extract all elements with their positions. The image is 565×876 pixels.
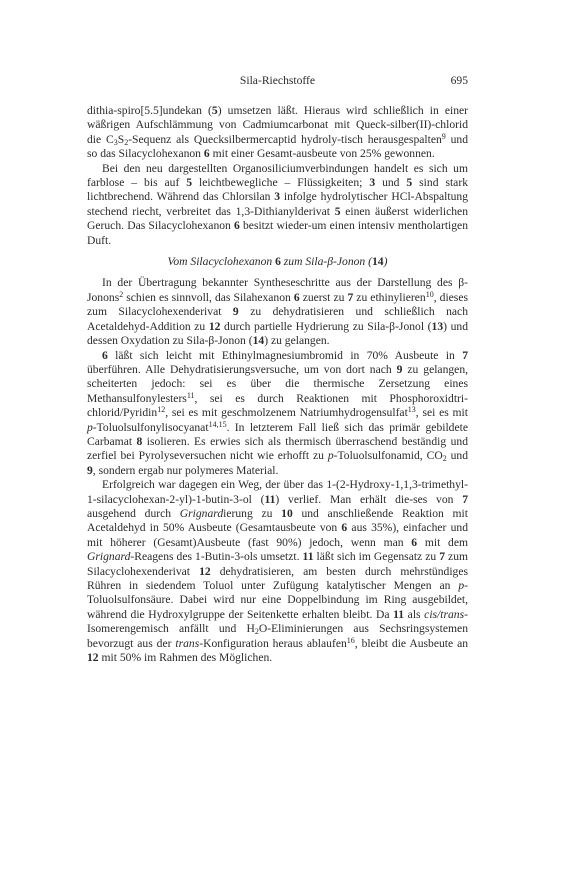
body-text bbox=[87, 104, 468, 665]
paragraph-continued: dithia-spiro[5.5]undekan (5) umsetzen läßt. Hieraus wird schließlich in einer wäßrigen Aufschlämmung von Cadmiumcarbonat mit Queck-silber(II)-chlorid die $C_3S_2$-Sequenz als Quecksilbermercaptid hydroly-tisch herausgespalten$^9$ und so das Silacyclohexanon 6 mit einer Gesamt-ausbeute von 25% gewonnen. bbox=[87, 104, 469, 161]
paragraph-successful-route: Erfolgreich war dagegen ein Weg, der über das 1-(2-Hydroxy-1,1,3-trimethyl-1-silacyclohexan-2-yl)-1-butin-3-ol (11) verlief. Man erhält die-ses von 7 ausgehend durch Grignardierung zu 10 und anschließende Reaktion mit Acetaldehyd in 50% Ausbeute (Gesamtausbeute von 6 aus 35%), einfacher und mit höherer (Gesamt)Ausbeute (fast 90%) jedoch, wenn man 6 mit dem Grignard-Reagens des 1-Butin-3-ols umsetzt. 11 läßt sich im Gegensatz zu 7 zum Silacyclohexenderivat 12 dehydratisieren, am besten durch mehrstündiges Rühren in siedendem Toluol unter Zufügung katalytischer Mengen an p-Toluolsulfonsäure. Dabei wird nur eine Doppelbindung im Ring ausgebildet, während die Hydroxylgruppe der Seitenkette erhalten bleibt. Da 11 als cis/trans-Isomerengemisch anfällt und $H_2O$-Eliminierungen aus Sechsringsystemen bevorzugt aus der trans-Konfiguration heraus ablaufen$^{16}$, bleibt die Ausbeute an 12 mit 50% im Rahmen des Möglichen. bbox=[87, 478, 469, 665]
paragraph-properties: Bei den neu dargestellten Organosiliciumverbindungen handelt es sich um farblose – bis auf 5 leichtbewegliche – Flüssigkeiten; 3 und 5 sind stark lichtbrechend. Während das Chlorsilan 3 infolge hydrolytischer HCl-Abspaltung stechend riecht, verbreitet das 1,3-Dithianylderivat 5 einen äußerst widerlichen Geruch. Das Silacyclohexanon 6 besitzt wieder-um einen intensiv mentholartigen Duft. bbox=[87, 161, 468, 247]
paragraph-dehydration-attempts: 6 läßt sich leicht mit Ethinylmagnesiumbromid in 70% Ausbeute in 7 überführen. Alle Dehydratisierungsversuche, um von dort nach 9 zu gelangen, scheiterten jedoch: sei es über die thermische Zersetzung eines Methansulfonylesters$^{11}$, sei es durch Reaktionen mit Phosphoroxidtri-chlorid/Pyridin$^{12}$, sei es mit geschmolzenem Natriumhydrogensulfat$^{13}$, sei es mit p-Toluolsulfonylisocyanat$^{14,15}$. In letzterem Fall ließ sich das primär gebildete Carbamat 8 isolieren. Es erwies sich als thermisch überraschend beständig und zerfiel bei Pyrolyseversuchen nicht wie erhofft zu p-Toluolsulfonamid, $CO_2$ und 9, sondern ergab nur polymeres Material. bbox=[87, 348, 469, 477]
page-number: 695 bbox=[450, 74, 468, 87]
section-heading: Vom Silacyclohexanon 6 zum Sila-β-Jonon (14) bbox=[167, 255, 388, 269]
paragraph-synthesis-plan: In der Übertragung bekannter Syntheseschritte aus der Darstellung des β-Jonons$^2$ schien es sinnvoll, das Silahexanon 6 zuerst zu 7 zu ethinylieren$^{10}$, dieses zum Silacyclohexenderivat 9 zu dehydratisieren und schließlich nach Acetaldehyd-Addition zu 12 durch partielle Hydrierung zu Sila-β-Jonol (13) und dessen Oxydation zu Sila-β-Jonon (14) zu gelangen. bbox=[87, 276, 468, 348]
running-title: Sila-Riechstoffe bbox=[239, 74, 316, 87]
running-header bbox=[87, 74, 468, 90]
